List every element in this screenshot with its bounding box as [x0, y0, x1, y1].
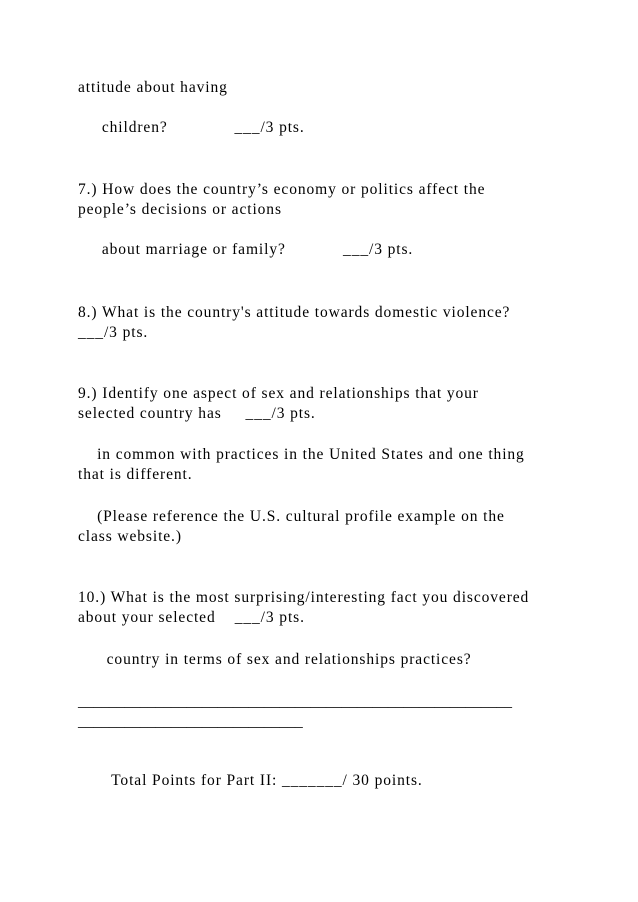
question-8-line-1: 8.) What is the country's attitude towards domestic violence?	[78, 304, 511, 321]
question-7-line-3: about marriage or family? ___/3 pts.	[78, 241, 414, 258]
text-line-2: children? ___/3 pts.	[78, 119, 305, 136]
question-9-line-2: selected country has ___/3 pts.	[78, 405, 316, 422]
question-8-line-2: ___/3 pts.	[78, 324, 149, 341]
question-9-line-6: class website.)	[78, 528, 182, 545]
question-9-line-5: (Please reference the U.S. cultural profile example on the	[78, 508, 505, 525]
question-9-line-3: in common with practices in the United States and one thing	[78, 446, 525, 463]
total-points-line: Total Points for Part II: _______/ 30 points.	[78, 772, 423, 789]
question-10-line-2: about your selected ___/3 pts.	[78, 609, 305, 626]
answer-line-1: ________________________________________________________	[78, 693, 512, 710]
question-9-line-1: 9.) Identify one aspect of sex and relationships that your	[78, 385, 479, 402]
question-7-line-1: 7.) How does the country’s economy or politics affect the	[78, 181, 486, 198]
question-7-line-2: people’s decisions or actions	[78, 201, 282, 218]
question-10-line-1: 10.) What is the most surprising/interesting fact you discovered	[78, 589, 530, 606]
answer-line-2: _____________________________	[78, 713, 303, 730]
question-10-line-3: country in terms of sex and relationships practices?	[78, 651, 472, 668]
question-9-line-4: that is different.	[78, 466, 193, 483]
text-line-1: attitude about having	[78, 79, 228, 96]
